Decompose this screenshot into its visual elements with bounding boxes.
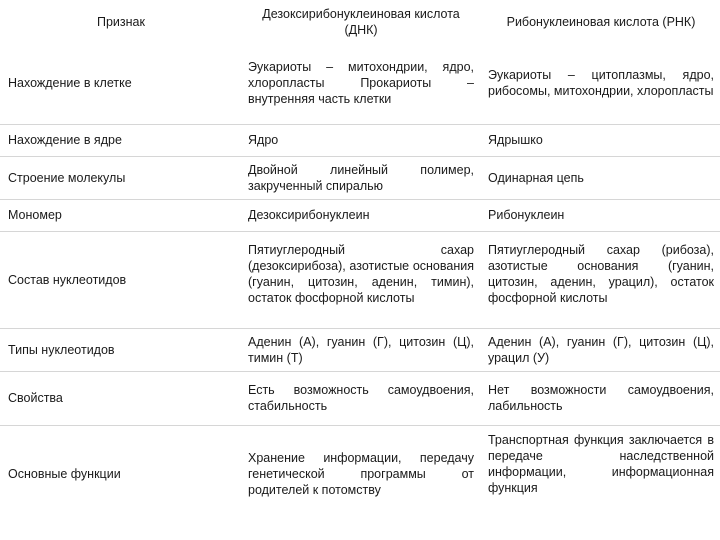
row-feature-cell: Нахождение в ядре	[8, 133, 122, 147]
header-dna: Дезоксирибонуклеиновая кислота (ДНК)	[262, 6, 460, 37]
table-header-row	[0, 0, 720, 43]
row-feature-cell: Нахождение в клетке	[8, 76, 132, 91]
row-feature-cell: Типы нуклеотидов	[8, 342, 115, 357]
row-dna-cell: Есть возможность самоудвоения, стабильность	[248, 383, 474, 413]
row-rna-cell: Аденин (А), гуанин (Г), цитозин (Ц), урацил (У)	[488, 334, 714, 365]
row-rna-cell: Транспортная функция заключается в передаче наследственной информации, информационная функция	[488, 432, 714, 495]
table-row	[0, 371, 720, 425]
row-rna-cell: Одинарная цепь	[488, 170, 584, 185]
row-dna-cell: Дезоксирибонуклеин	[248, 208, 370, 222]
table-row	[0, 231, 720, 328]
row-rna-cell: Пятиуглеродный сахар (рибоза), азотистые основания (гуанин, цитозин, аденин, урацил), остаток фосфорной кислоты	[488, 242, 714, 305]
table-row	[0, 199, 720, 231]
row-feature-cell: Основные функции	[8, 466, 121, 481]
table-row	[0, 43, 720, 124]
row-dna-cell: Аденин (А), гуанин (Г), цитозин (Ц), тимин (Т)	[248, 334, 474, 365]
row-feature-cell: Свойства	[8, 391, 63, 405]
row-dna-cell: Эукариоты – митохондрии, ядро, хлоропласты Прокариоты – внутренняя часть клетки	[248, 60, 474, 107]
row-dna-cell: Пятиуглеродный сахар (дезоксирибоза), азотистые основания (гуанин, цитозин, аденин, тимин), остаток фосфорной кислоты	[248, 242, 474, 305]
row-feature-cell: Строение молекулы	[8, 170, 126, 185]
row-feature-cell: Мономер	[8, 208, 62, 222]
row-dna-cell: Ядро	[248, 133, 279, 147]
table-row	[0, 328, 720, 371]
row-dna-cell: Двойной линейный полимер, закрученный спиралью	[248, 162, 474, 193]
table-row	[0, 156, 720, 199]
row-rna-cell: Эукариоты – цитоплазмы, ядро, рибосомы, митохондрии, хлоропласты	[488, 68, 714, 99]
row-rna-cell: Ядрышко	[488, 133, 543, 147]
row-rna-cell: Нет возможности самоудвоения, лабильность	[488, 383, 714, 413]
table-row	[0, 425, 720, 522]
header-feature: Признак	[97, 14, 145, 29]
row-rna-cell: Рибонуклеин	[488, 208, 565, 222]
row-feature-cell: Состав нуклеотидов	[8, 272, 127, 287]
row-dna-cell: Хранение информации, передачу генетической программы от родителей к потомству	[248, 450, 474, 497]
table-row	[0, 124, 720, 156]
header-rna: Рибонуклеиновая кислота (РНК)	[506, 14, 696, 29]
